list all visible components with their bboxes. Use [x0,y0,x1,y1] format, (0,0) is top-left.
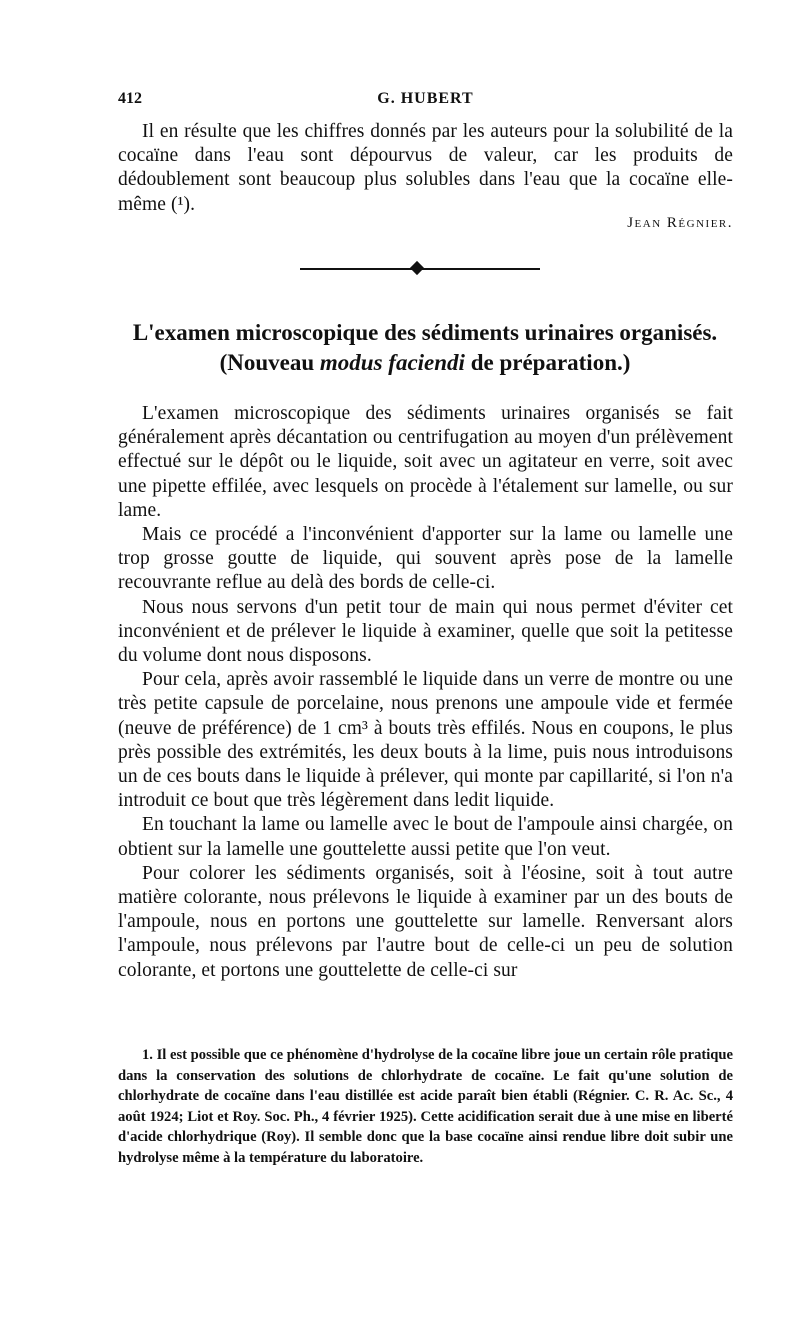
article-paragraph-5: En touchant la lame ou lamelle avec le bout de l'ampoule ainsi chargée, on obtient sur la lamelle une gouttelette aussi petite que l'on veut. [118,814,733,860]
article-title-line-2 [100,348,750,378]
article-paragraph-1: L'examen microscopique des sédiments urinaires organisés se fait généralement après décantation ou centrifugation au moyen d'un prélèvement effectué sur le dépôt ou le liquide, soit avec un agitateur en verre, soit avec une pipette effilée, avec lesquels on procède à l'étalement sur lamelle, ou sur lame. [118,403,733,521]
article-paragraph-4: Pour cela, après avoir rassemblé le liquide dans un verre de montre ou une très petite capsule de porcelaine, nous prenons une ampoule vide et fermée (neuve de préférence) de 1 cm³ à bouts très effilés. Nous en coupons, le plus près possible des extrémités, les deux bouts à la lime, puis nous introduisons un de ces bouts dans le liquide à prélever, qui monte par capillarité, si l'on n'a introduit ce bout que très légèrement dans ledit liquide. [118,669,733,812]
footnote-text: 1. Il est possible que ce phénomène d'hydrolyse de la cocaïne libre joue un certain rôle pratique dans la conservation des solutions de chlorhydrate de cocaïne. Le fait qu'une solution de chlorhydrate de cocaïne dans l'eau distillée est acide paraît bien établi (Régnier. C. R. Ac. Sc., 4 août 1924; Liot et Roy. Soc. Ph., 4 février 1925). Cette acidification serait due à une mise en liberté d'acide chlorhydrique (Roy). Il semble donc que la base cocaïne ainsi rendue libre doit subir une hydrolyse même à la température du laboratoire. [118,1047,733,1166]
running-head [118,90,733,114]
article-title-suffix: de préparation.) [470,350,631,375]
article-body [118,402,733,983]
article-paragraph-3: Nous nous servons d'un petit tour de main qui nous permet d'éviter cet inconvénient et de prélever le liquide à examiner, quelle que soit la petitesse du volume dont nous disposons. [118,596,733,667]
page-number: 412 [118,90,142,107]
article-title [100,318,750,378]
article-title-prefix: (Nouveau [219,350,315,375]
header-author: G. HUBERT [377,90,474,107]
article-paragraph-6: Pour colorer les sédiments organisés, soit à l'éosine, soit à tout autre matière colorante, nous prélevons le liquide à examiner par un des bouts de l'ampoule, nous en portons une gouttelette sur lamelle. Renversant alors l'ampoule, nous prélevons par l'autre bout de celle-ci un peu de solution colorante, et portons une gouttelette de celle-ci sur [118,862,733,981]
article-title-italic: modus faciendi [319,350,465,375]
separator-diamond-icon [410,261,424,275]
footnote [118,1045,733,1169]
intro-paragraph: Il en résulte que les chiffres donnés par les auteurs pour la solubilité de la cocaïne dans l'eau sont dépourvus de valeur, car les produits de dédoublement sont beaucoup plus solubles dans l'eau que la cocaïne elle-même (¹). [118,121,733,215]
intro-paragraph-block [118,120,733,217]
signature: Jean Régnier. [627,215,733,231]
article-title-line-1: L'examen microscopique des sédiments urinaires organisés. [132,320,718,345]
article-paragraph-2: Mais ce procédé a l'inconvénient d'apporter sur la lame ou lamelle une trop grosse goutte de liquide, qui souvent après pose de la lamelle recouvrante reflue au delà des bords de celle-ci. [118,524,733,594]
